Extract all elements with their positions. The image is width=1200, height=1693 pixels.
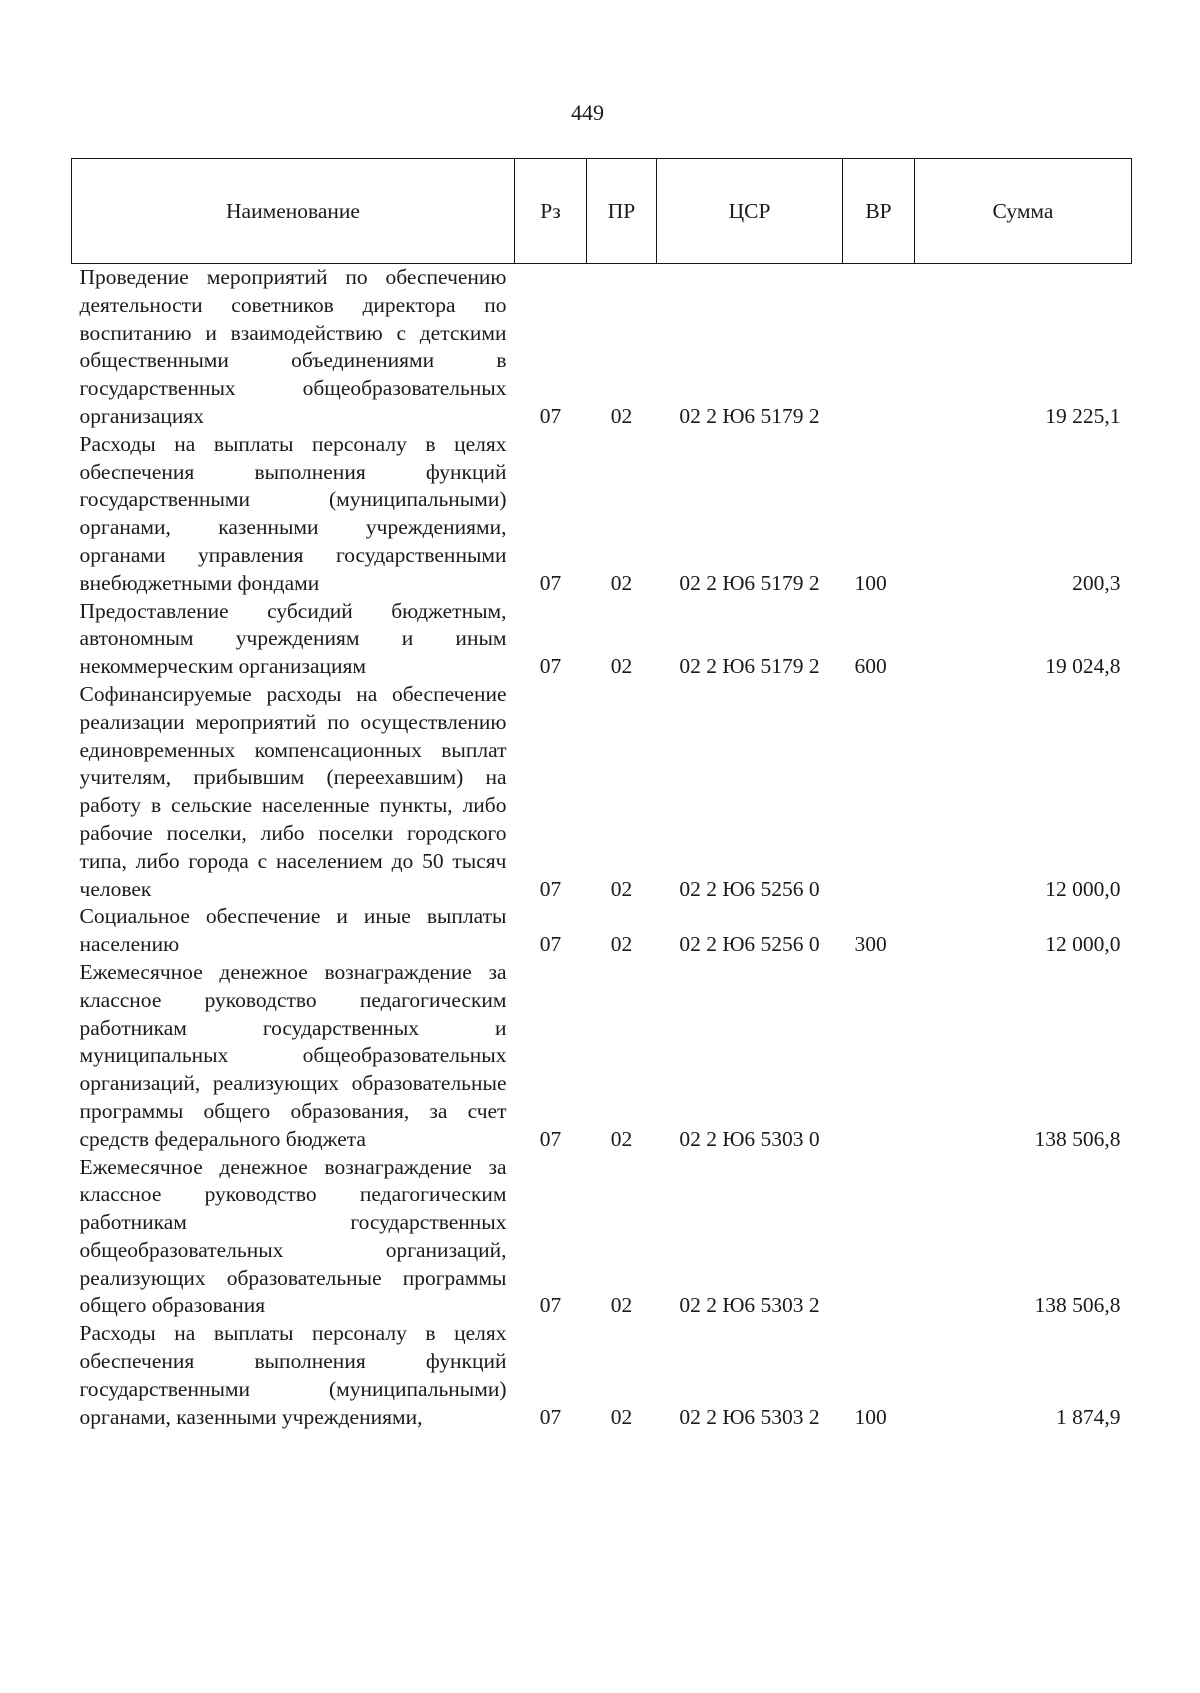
- row-pr: 02: [610, 403, 633, 428]
- budget-table: [71, 158, 1132, 1431]
- row-vr: 600: [854, 654, 887, 679]
- row-sum: 1 874,9: [1056, 1404, 1121, 1429]
- row-csr: 02 2 Ю6 5256 0: [679, 876, 820, 901]
- table-row: [72, 598, 1132, 681]
- row-sum: 12 000,0: [1045, 932, 1121, 957]
- row-sum: 12 000,0: [1045, 876, 1121, 901]
- row-pr: 02: [610, 932, 633, 957]
- header-name: Наименование: [72, 159, 515, 264]
- header-sum: Сумма: [915, 159, 1132, 264]
- row-name: Расходы на выплаты персоналу в целях обеспечения выполнения функций государственными (муниципальными) органами, казенными учреждениями, органами управления государственными внебюджетными фондами: [79, 431, 507, 595]
- header-pr: ПР: [587, 159, 657, 264]
- row-rz: 07: [539, 932, 562, 957]
- row-csr: 02 2 Ю6 5179 2: [679, 403, 820, 428]
- table-row: [72, 903, 1132, 959]
- row-vr: [843, 264, 915, 431]
- row-name: Софинансируемые расходы на обеспечение реализации мероприятий по осуществлению единовременных компенсационных выплат учителям, прибывшим (переехавшим) на работу в сельские населенные пункты, либо рабочие поселки, либо поселки городского типа, либо города с населением до 50 тысяч человек: [79, 681, 507, 901]
- row-name: Расходы на выплаты персоналу в целях обеспечения выполнения функций государственными (муниципальными) органами, казенными учреждениями,: [79, 1321, 507, 1429]
- table-row: [72, 264, 1132, 431]
- row-pr: 02: [610, 876, 633, 901]
- row-pr: 02: [610, 1126, 633, 1151]
- row-sum: 138 506,8: [1034, 1293, 1121, 1318]
- row-sum: 200,3: [1072, 570, 1121, 595]
- header-vr: ВР: [843, 159, 915, 264]
- table-row: [72, 1154, 1132, 1321]
- row-rz: 07: [539, 1293, 562, 1318]
- row-vr: [843, 681, 915, 903]
- row-csr: 02 2 Ю6 5179 2: [679, 570, 820, 595]
- row-csr: 02 2 Ю6 5303 2: [679, 1293, 820, 1318]
- row-csr: 02 2 Ю6 5303 0: [679, 1126, 820, 1151]
- row-rz: 07: [539, 654, 562, 679]
- table-row: [72, 959, 1132, 1154]
- row-sum: 19 225,1: [1045, 403, 1121, 428]
- header-csr: ЦСР: [657, 159, 843, 264]
- row-pr: 02: [610, 1293, 633, 1318]
- table-body: [72, 264, 1132, 1432]
- row-csr: 02 2 Ю6 5179 2: [679, 654, 820, 679]
- row-name: Предоставление субсидий бюджетным, автономным учреждениям и иным некоммерческим организациям: [79, 598, 507, 679]
- row-rz: 07: [539, 876, 562, 901]
- row-sum: 19 024,8: [1045, 654, 1121, 679]
- row-rz: 07: [539, 403, 562, 428]
- row-vr: 100: [854, 1404, 887, 1429]
- row-name: Ежемесячное денежное вознаграждение за классное руководство педагогическим работникам государственных общеобразовательных организаций, реализующих образовательные программы общего образования: [79, 1154, 507, 1318]
- row-name: Проведение мероприятий по обеспечению деятельности советников директора по воспитанию и взаимодействию с детскими общественными объединениями в государственных общеобразовательных организациях: [79, 265, 507, 428]
- row-name: Ежемесячное денежное вознаграждение за классное руководство педагогическим работникам государственных и муниципальных общеобразовательных организаций, реализующих образовательные программы общего образования, за счет средств федерального бюджета: [79, 959, 507, 1151]
- row-pr: 02: [610, 654, 633, 679]
- row-rz: 07: [539, 1404, 562, 1429]
- row-sum: 138 506,8: [1034, 1126, 1121, 1151]
- row-rz: 07: [539, 1126, 562, 1151]
- row-pr: 02: [610, 1404, 633, 1429]
- row-vr: 300: [854, 932, 887, 957]
- header-row: [72, 159, 1132, 264]
- table-header: [72, 159, 1132, 264]
- row-pr: 02: [610, 570, 633, 595]
- row-vr: 100: [854, 570, 887, 595]
- row-name: Социальное обеспечение и иные выплаты населению: [79, 904, 507, 957]
- row-csr: 02 2 Ю6 5303 2: [679, 1404, 820, 1429]
- header-rz: Рз: [515, 159, 587, 264]
- row-vr: [843, 959, 915, 1154]
- table-row: [72, 1320, 1132, 1431]
- page-number: 449: [571, 100, 604, 125]
- row-vr: [843, 1154, 915, 1321]
- table-row: [72, 681, 1132, 903]
- table-row: [72, 431, 1132, 598]
- row-rz: 07: [539, 570, 562, 595]
- row-csr: 02 2 Ю6 5256 0: [679, 932, 820, 957]
